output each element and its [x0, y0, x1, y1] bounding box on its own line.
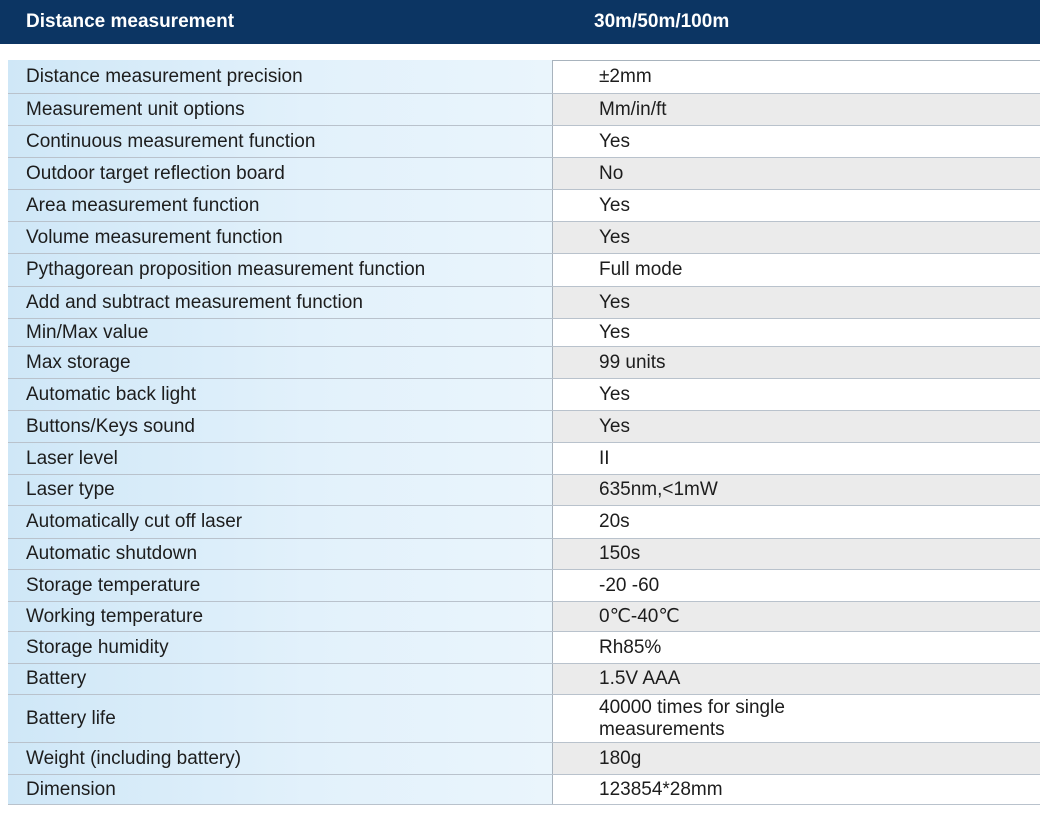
table-row: [8, 379, 1040, 411]
table-row: [8, 94, 1040, 126]
spec-label: Area measurement function: [8, 190, 553, 221]
spec-label: Continuous measurement function: [8, 126, 553, 157]
table-row: [8, 664, 1040, 695]
spec-value: 150s: [553, 539, 1040, 569]
table-row: [8, 60, 1040, 94]
table-header: [0, 0, 1040, 44]
table-row: [8, 506, 1040, 539]
spec-value: II: [553, 443, 1040, 474]
spec-value: 0℃-40℃: [553, 602, 1040, 631]
table-row: [8, 602, 1040, 632]
table-row: [8, 287, 1040, 319]
table-row: [8, 632, 1040, 664]
spec-table: [8, 60, 1040, 805]
spec-value: 635nm,<1mW: [553, 475, 1040, 505]
table-row: [8, 411, 1040, 443]
spec-label: Battery: [8, 664, 553, 694]
table-row: [8, 695, 1040, 743]
spec-value: Yes: [553, 411, 1040, 442]
table-row: [8, 158, 1040, 190]
spec-label: Add and subtract measurement function: [8, 287, 553, 318]
table-row: [8, 222, 1040, 254]
table-row: [8, 539, 1040, 570]
spec-label: Measurement unit options: [8, 94, 553, 125]
table-row: [8, 126, 1040, 158]
spec-value: Yes: [553, 287, 1040, 318]
spec-label: Automatically cut off laser: [8, 506, 553, 538]
spec-value: 40000 times for single measurements: [553, 695, 1040, 742]
spec-value: 20s: [553, 506, 1040, 538]
table-row: [8, 190, 1040, 222]
spec-value: Yes: [553, 379, 1040, 410]
table-row: [8, 743, 1040, 775]
spec-label: Buttons/Keys sound: [8, 411, 553, 442]
spec-value: Full mode: [553, 254, 1040, 286]
spec-label: Distance measurement precision: [8, 60, 553, 93]
spec-label: Battery life: [8, 695, 553, 742]
spec-value: Yes: [553, 222, 1040, 253]
spec-label: Laser type: [8, 475, 553, 505]
spec-label: Volume measurement function: [8, 222, 553, 253]
spec-label: Min/Max value: [8, 319, 553, 346]
spec-label: Max storage: [8, 347, 553, 378]
spec-value: 123854*28mm: [553, 775, 1040, 804]
spec-value: Yes: [553, 126, 1040, 157]
spec-label: Pythagorean proposition measurement function: [8, 254, 553, 286]
table-row: [8, 347, 1040, 379]
spec-value: Rh85%: [553, 632, 1040, 663]
spec-label: Working temperature: [8, 602, 553, 631]
spec-label: Dimension: [8, 775, 553, 804]
header-label: Distance measurement: [26, 11, 235, 32]
header-value: 30m/50m/100m: [594, 11, 730, 32]
spec-value: ±2mm: [553, 60, 1040, 93]
spec-value: Yes: [553, 190, 1040, 221]
spec-value: 180g: [553, 743, 1040, 774]
table-row: [8, 319, 1040, 347]
spec-value: Yes: [553, 319, 1040, 346]
spec-value: 99 units: [553, 347, 1040, 378]
spec-value: No: [553, 158, 1040, 189]
spec-label: Automatic back light: [8, 379, 553, 410]
spec-label: Automatic shutdown: [8, 539, 553, 569]
spec-label: Storage temperature: [8, 570, 553, 601]
table-row: [8, 443, 1040, 475]
table-row: [8, 254, 1040, 287]
spec-label: Weight (including battery): [8, 743, 553, 774]
spec-value: Mm/in/ft: [553, 94, 1040, 125]
spec-label: Laser level: [8, 443, 553, 474]
table-row: [8, 775, 1040, 805]
spec-label: Storage humidity: [8, 632, 553, 663]
table-row: [8, 570, 1040, 602]
table-row: [8, 475, 1040, 506]
spec-value: -20 -60: [553, 570, 1040, 601]
spec-label: Outdoor target reflection board: [8, 158, 553, 189]
spec-value: 1.5V AAA: [553, 664, 1040, 694]
